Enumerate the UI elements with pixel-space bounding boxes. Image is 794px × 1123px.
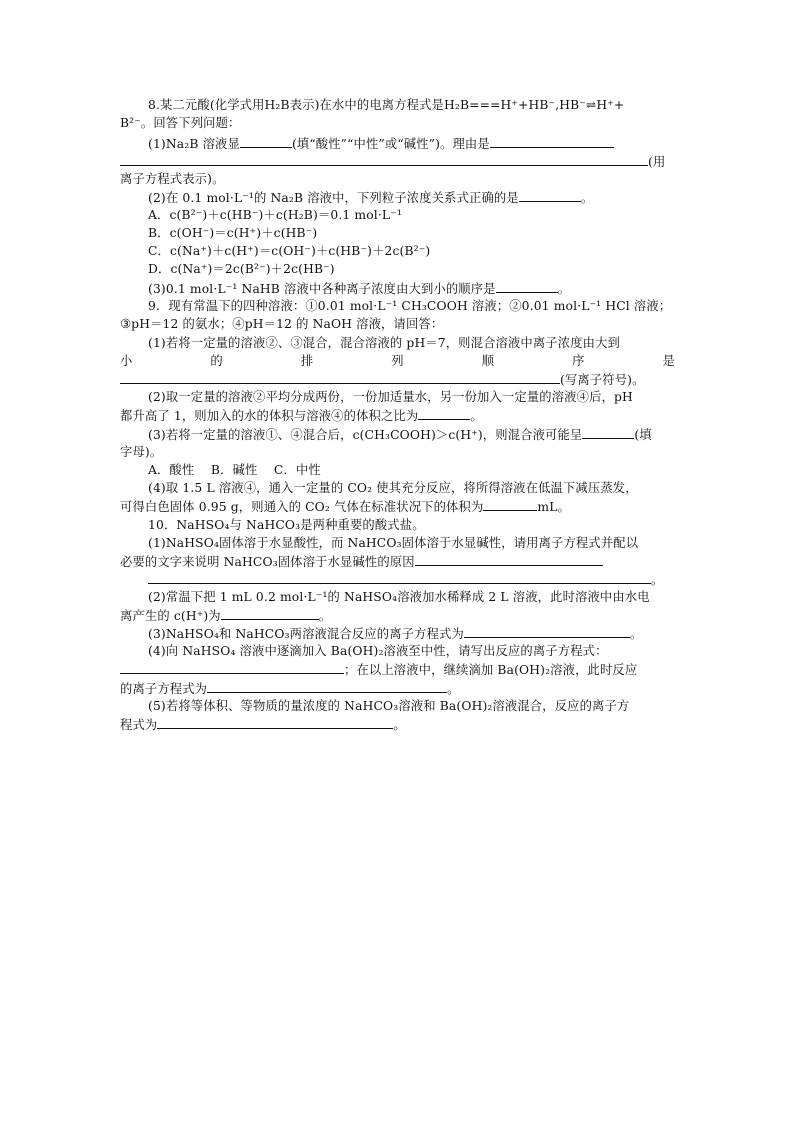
answer-blank[interactable] (120, 152, 648, 166)
q9-stem-line1: 9．现有常温下的四种溶液：①0.01 mol·L⁻¹ CH₃COOH 溶液；②0.01 mol·L⁻¹ HCl 溶液； (148, 299, 672, 313)
answer-blank[interactable] (148, 570, 651, 584)
answer-blank[interactable] (415, 552, 603, 566)
answer-blank[interactable] (157, 715, 393, 729)
q10-part3: (3)NaHSO₄和 NaHCO₃两溶液混合反应的离子方程式为 。 (148, 624, 675, 643)
q10-part4-line3: 的离子方程式为 。 (120, 679, 675, 698)
q9-part4-line2: 可得白色固体 0.95 g，则通入的 CO₂ 气体在标准状况下的体积为 mL。 (120, 497, 675, 516)
answer-blank[interactable] (418, 406, 470, 420)
q9-part1-line1: (1)若将一定量的溶液②、③混合，混合溶液的 pH＝7，则混合溶液中离子浓度由大到 (148, 336, 620, 350)
answer-blank[interactable] (490, 134, 614, 148)
q10-part1-line1: (1)NaHSO₄固体溶于水显酸性，而 NaHCO₃固体溶于水显碱性，请用离子方程式并配以 (148, 536, 639, 550)
q9-part3-line1: (3)若将一定量的溶液①、④混合后，c(CH₃COOH)＞c(H⁺)，则混合液可能呈 (填 (148, 425, 675, 444)
q10-part1-line2: 必要的文字来说明 NaHCO₃固体溶于水显碱性的原因 (120, 552, 675, 571)
q8-option-d: D．c(Na⁺)＝2c(B²⁻)＋2c(HB⁻) (148, 262, 335, 276)
q9-part2-line1: (2)取一定量的溶液②平均分成两份，一份加适量水，另一份加入一定量的溶液④后，pH (148, 390, 633, 404)
answer-blank[interactable] (582, 425, 634, 439)
answer-blank[interactable] (240, 134, 292, 148)
q8-part3: (3)0.1 mol·L⁻¹ NaHB 溶液中各种离子浓度由大到小的顺序是 。 (148, 279, 675, 298)
q10-part4-line1: (4)向 NaHSO₄ 溶液中逐滴加入 Ba(OH)₂溶液至中性，请写出反应的离子方程式： (148, 644, 608, 658)
q9-part3-line2: 字母)。 (120, 445, 163, 459)
q9-stem-line2: ③pH＝12 的氨水；④pH＝12 的 NaOH 溶液，请回答： (120, 317, 444, 331)
answer-blank[interactable] (120, 660, 344, 674)
q9-part1-line2: 小 的 排 列 顺 序 是 (120, 354, 675, 368)
q9-part4-line1: (4)取 1.5 L 溶液④，通入一定量的 CO₂ 使其充分反应，将所得溶液在低温下减压蒸发， (148, 481, 638, 495)
q8-stem-line2: B²⁻。回答下列问题： (120, 116, 241, 130)
q8-part2: (2)在 0.1 mol·L⁻¹的 Na₂B 溶液中，下列粒子浓度关系式正确的是 。 (148, 188, 675, 207)
q10-part5-line2: 程式为 。 (120, 715, 675, 734)
q8-stem-line1: 8.某二元酸(化学式用H₂B表示)在水中的电离方程式是H₂B===H⁺+HB⁻,HB⁻⇌H⁺+ (148, 98, 625, 112)
q9-part3-options: A．酸性 B．碱性 C．中性 (148, 463, 321, 477)
q10-part2-line1: (2)常温下把 1 mL 0.2 mol·L⁻¹的 NaHSO₄溶液加水稀释成 2 L 溶液，此时溶液中由水电 (148, 590, 650, 604)
answer-blank[interactable] (483, 497, 537, 511)
q8-part1-line1: (1)Na₂B 溶液显 (填“酸性”“中性”或“碱性”)。理由是 (148, 134, 675, 153)
answer-blank[interactable] (120, 370, 560, 384)
q8-part1-line3: 离子方程式表示)。 (120, 172, 225, 186)
q10-part5-line1: (5)若将等体积、等物质的量浓度的 NaHCO₃溶液和 Ba(OH)₂溶液混合，反应的离子方 (148, 699, 630, 713)
q10-part2-line2: 离产生的 c(H⁺)为 。 (120, 606, 675, 625)
answer-blank[interactable] (221, 606, 319, 620)
q8-option-a: A．c(B²⁻)＋c(HB⁻)＋c(H₂B)＝0.1 mol·L⁻¹ (148, 208, 402, 222)
q8-option-c: C．c(Na⁺)＋c(H⁺)＝c(OH⁻)＋c(HB⁻)＋2c(B²⁻) (148, 244, 431, 258)
q8-part1-line2: (用 (120, 152, 675, 171)
q9-part2-line2: 都升高了 1，则加入的水的体积与溶液④的体积之比为 。 (120, 406, 675, 425)
q10-stem: 10．NaHSO₄与 NaHCO₃是两种重要的酸式盐。 (148, 518, 425, 532)
q9-part1-line3: (写离子符号)。 (120, 370, 675, 389)
answer-blank[interactable] (207, 679, 447, 693)
q8-option-b: B．c(OH⁻)＝c(H⁺)＋c(HB⁻) (148, 226, 318, 240)
q10-part1-line3: 。 (148, 570, 675, 589)
q10-part4-line2: ；在以上溶液中，继续滴加 Ba(OH)₂溶液，此时反应 (120, 660, 675, 679)
answer-blank[interactable] (464, 624, 630, 638)
answer-blank[interactable] (519, 188, 581, 202)
answer-blank[interactable] (496, 279, 558, 293)
